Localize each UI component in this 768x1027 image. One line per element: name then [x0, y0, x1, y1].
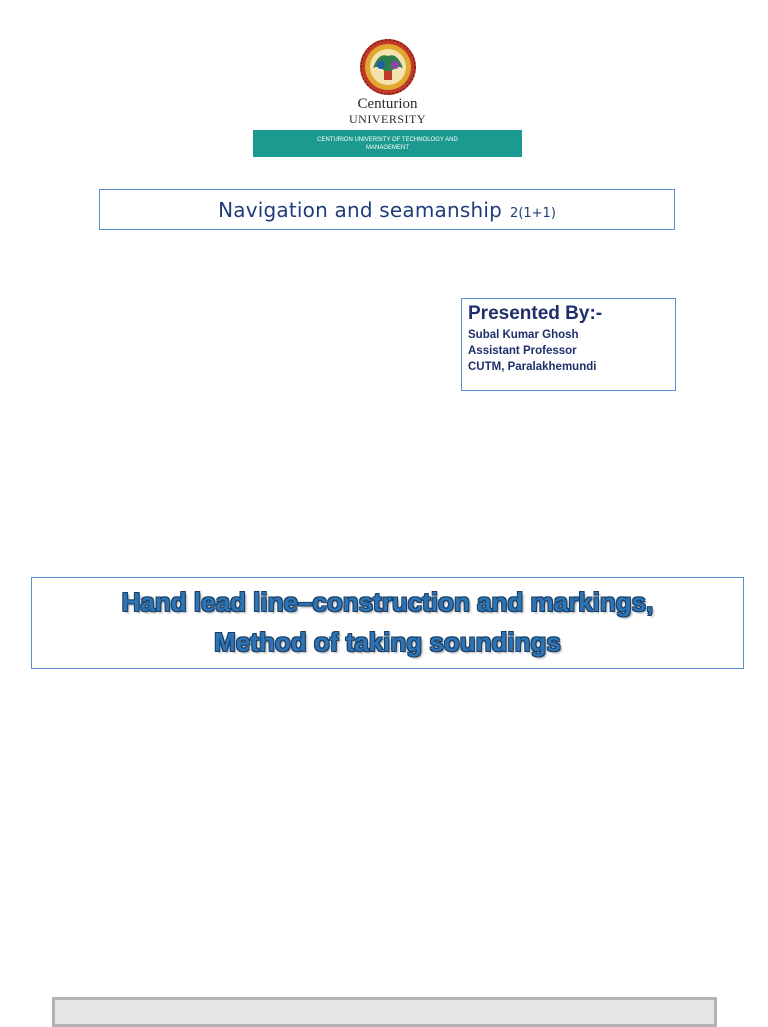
presented-by-heading: Presented By:- [468, 303, 603, 324]
topic-title-box [31, 577, 744, 669]
university-name [253, 97, 522, 125]
presenter-box [461, 298, 676, 391]
course-title: Navigation and seamanship [218, 198, 503, 222]
presenter-designation: Assistant Professor [468, 345, 577, 357]
course-title-box [99, 189, 675, 230]
topic-title-line-1: Hand lead line–construction and markings, [121, 587, 654, 617]
university-logo [253, 10, 522, 158]
university-seal-icon [359, 38, 417, 96]
band-text-line-2: MANAGEMENT [365, 145, 409, 151]
presenter-name: Subal Kumar Ghosh [468, 329, 579, 341]
band-text-line-1: CENTURION UNIVERSITY OF TECHNOLOGY AND [317, 137, 458, 143]
bottom-bar [52, 997, 717, 1027]
presenter-affiliation: CUTM, Paralakhemundi [468, 361, 597, 373]
course-credit: 2(1+1) [510, 206, 556, 221]
university-name-line-1: Centurion [357, 96, 418, 112]
university-full-name-band [253, 130, 522, 157]
university-name-line-2: UNIVERSITY [349, 112, 426, 126]
topic-title-line-2: Method of taking soundings [214, 627, 561, 657]
